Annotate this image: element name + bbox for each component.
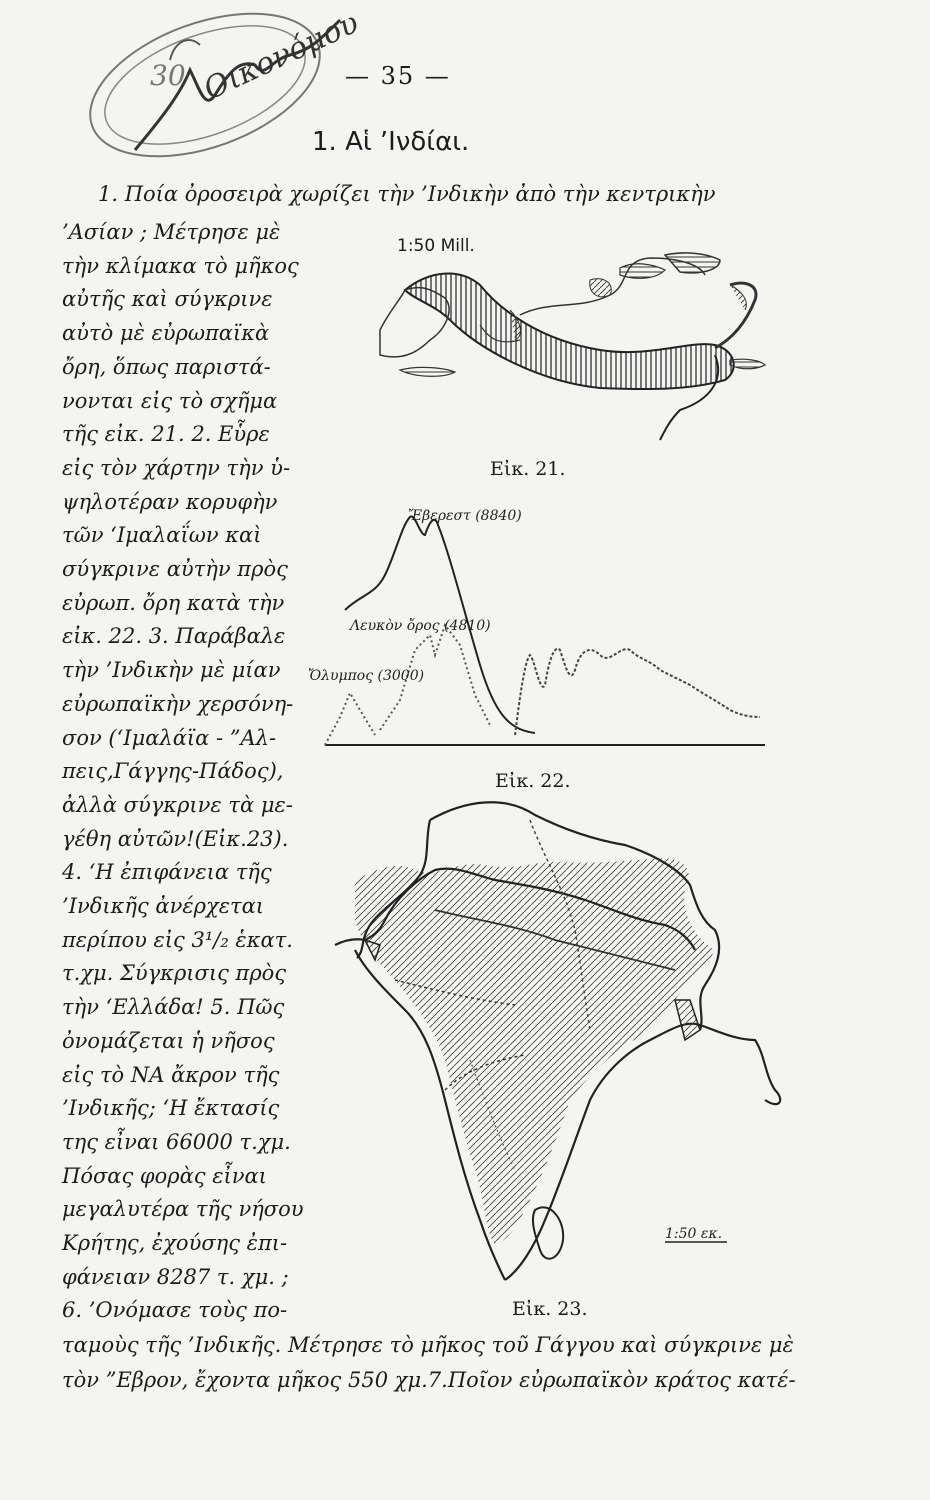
body-text-line: ’Ινδικῆς; ‘Η ἔκτασίς (62, 1096, 280, 1121)
figure-23-india-map (335, 800, 795, 1300)
figure-23-caption: Εἰκ. 23. (512, 1298, 588, 1320)
body-text-line: εὐρωπ. ὄρη κατὰ τὴν (62, 590, 285, 615)
stamp-number: 30 (150, 59, 186, 92)
scale-label-fig21: 1:50 Mill. (397, 236, 475, 256)
body-text-line: της εἶναι 66000 τ.χμ. (62, 1129, 291, 1154)
body-text-line: τῶν ‘Ιμαλαΐων καὶ (62, 523, 262, 548)
figure-22-caption: Εἰκ. 22. (495, 770, 571, 792)
body-text-line: εὐρωπαϊκὴν χερσόνη- (62, 691, 294, 716)
body-text-line: ἀλλὰ σύγκρινε τὰ με- (62, 792, 293, 817)
body-text-line: ψηλοτέραν κορυφὴν (62, 489, 278, 514)
body-text-line: μεγαλυτέρα τῆς νήσου (62, 1197, 304, 1222)
body-text-line: 6. ’Ονόμασε τοὺς πο- (62, 1298, 288, 1323)
body-text-line: εἰς τὸ ΝΑ ἄκρον τῆς (62, 1062, 280, 1087)
body-text-line: ὄρη, ὅπως παριστά- (62, 354, 271, 379)
body-text-line: εἰς τὸν χάρτην τὴν ὑ- (62, 455, 291, 480)
page-number: — 35 — (345, 62, 451, 90)
body-text-line: αὐτὸ μὲ εὐρωπαϊκὰ (62, 321, 270, 346)
body-text-line: νονται εἰς τὸ σχῆμα (62, 388, 278, 413)
body-text-line: τὴν κλίμακα τὸ μῆκος (62, 253, 299, 278)
figure-22-elevation-profile (308, 495, 780, 755)
chapter-title: 1. Αἱ ’Ινδίαι. (312, 127, 470, 157)
body-text-line: τ.χμ. Σύγκρισις πρὸς (62, 961, 287, 986)
body-text-line: Πόσας φορὰς εἶναι (62, 1163, 267, 1188)
body-text-line: ’Ασίαν ; Μέτρησε μὲ (62, 220, 281, 244)
figure-21-himalaya-map (360, 240, 780, 450)
label-leuko-oros: Λευκὸν ὄρος (4810) (350, 618, 491, 634)
body-text-line: ’Ινδικῆς ἀνέρχεται (62, 894, 264, 918)
body-text-line: τῆς εἰκ. 21. 2. Εὗρε (62, 422, 270, 447)
label-everest: Ἔβερεστ (8840) (408, 508, 522, 524)
body-text-line: γέθη αὐτῶν!(Εἰκ.23). (62, 826, 289, 851)
body-text-line: πεις,Γάγγης-Πάδος), (62, 759, 284, 784)
body-text-line: σύγκρινε αὐτὴν πρὸς (62, 557, 288, 581)
body-text-line: αὐτῆς καὶ σύγκρινε (62, 287, 273, 312)
body-text-line: τὸν ”Εβρον, ἔχοντα μῆκος 550 χμ.7.Ποῖον εὐρωπαϊκὸν κράτος κατέ- (62, 1368, 796, 1392)
body-text-line: ταμοὺς τῆς ’Ινδικῆς. Μέτρησε τὸ μῆκος τοῦ Γάγγου καὶ σύγκρινε μὲ (62, 1333, 794, 1357)
stamp-signature: Οικονόμου (198, 5, 364, 108)
scale-label-fig23: 1:50 εκ. (665, 1226, 723, 1242)
body-text-line: εἰκ. 22. 3. Παράβαλε (62, 624, 286, 649)
body-text-line: τὴν ’Ινδικὴν μὲ μίαν (62, 658, 281, 683)
body-text-line: φάνειαν 8287 τ. χμ. ; (62, 1264, 289, 1289)
label-olympos: Ὄλυμπος (3000) (308, 668, 425, 684)
body-text-line: τὴν ‘Ελλάδα! 5. Πῶς (62, 995, 285, 1020)
body-text-line: Κρήτης, ἐχούσης ἐπι- (62, 1231, 288, 1255)
body-text-line: περίπου εἰς 3¹/₂ ἑκατ. (62, 927, 293, 952)
figure-21-caption: Εἰκ. 21. (490, 458, 566, 480)
body-text-line: σον (‘Ιμαλάϊα - ”Αλ- (62, 725, 277, 750)
body-text-line: 1. Ποία ὀροσειρὰ χωρίζει τὴν ’Ινδικὴν ἀπὸ τὴν κεντρικὴν (98, 182, 716, 206)
body-text-line: 4. ‘Η ἐπιφάνεια τῆς (62, 860, 272, 885)
body-text-line: ὀνομάζεται ἡ νῆσος (62, 1028, 275, 1053)
